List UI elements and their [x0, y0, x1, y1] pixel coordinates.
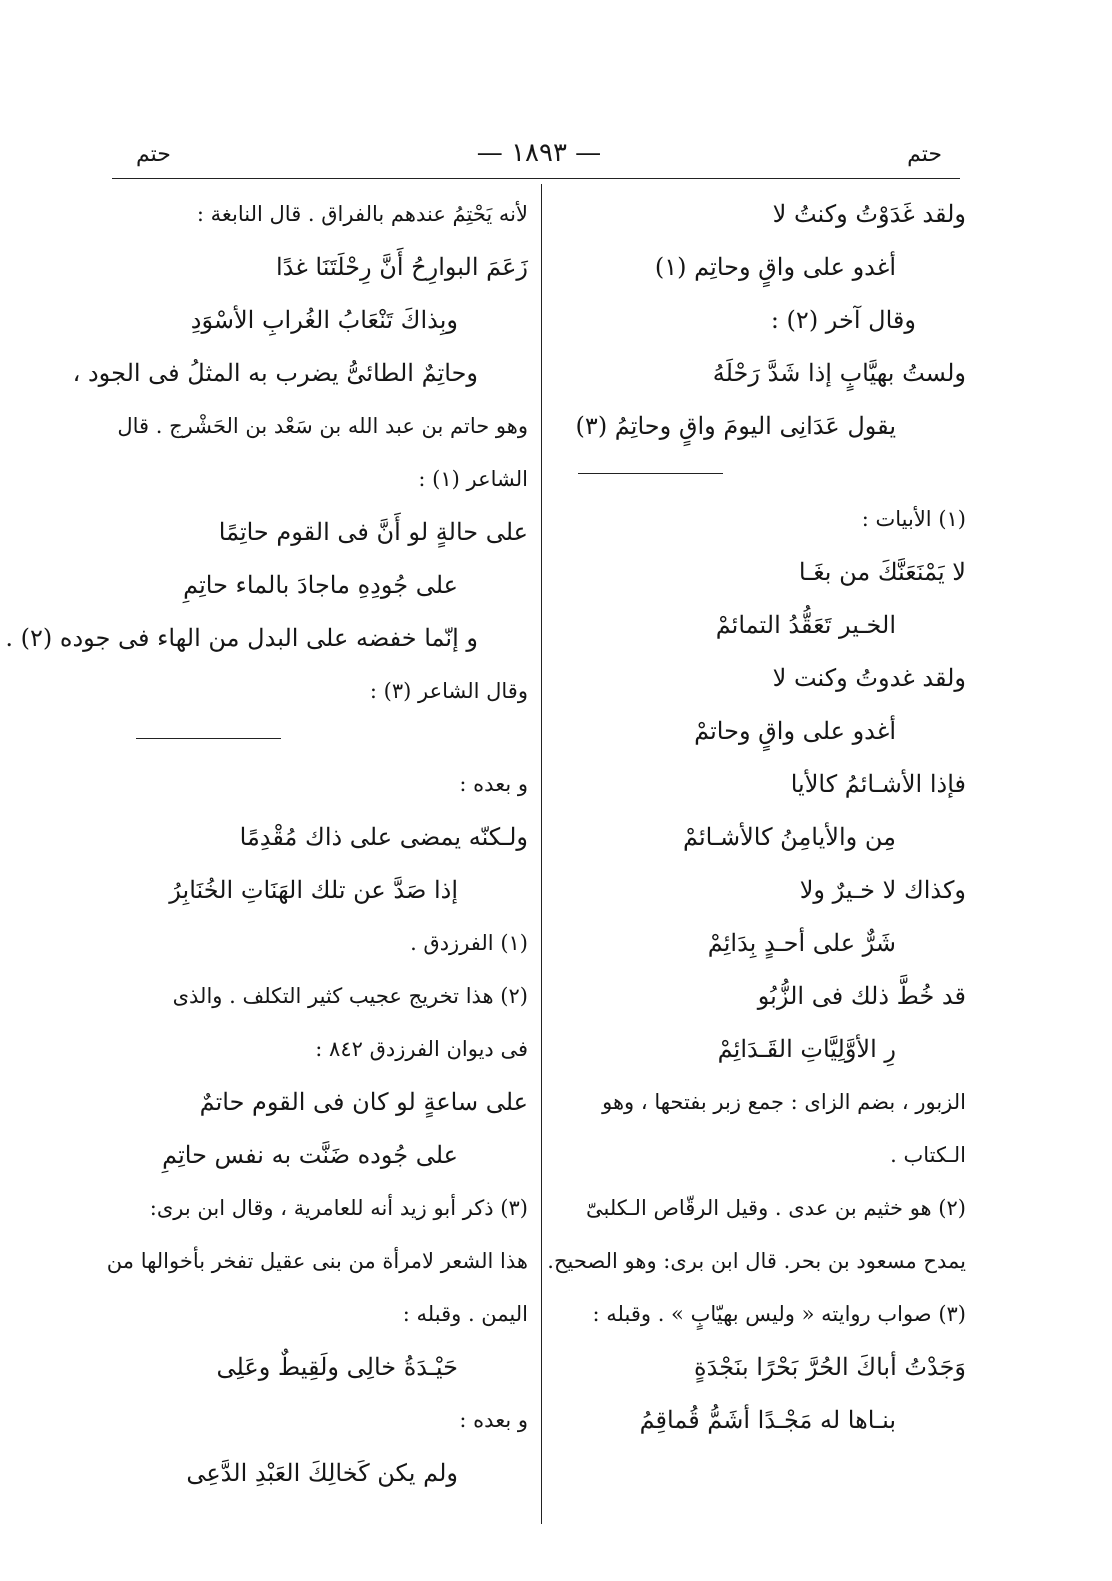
text-line: اليمن . وقبله :: [402, 1302, 528, 1326]
text-line: فإذا الأشـائمُ كالأيا: [790, 770, 966, 798]
text-line: بنـاها له مَجْـدًا أشَمُّ قُماقِمُ: [639, 1406, 896, 1434]
text-line: ولقد غَدَوْتُ وكنتُ لا: [772, 200, 966, 228]
text-line: فى ديوان الفرزدق ٨٤٢ :: [315, 1037, 528, 1061]
column-divider: [541, 184, 542, 1524]
text-line: هذا الشعر لامرأة من بنى عقيل تفخر بأخوالها من: [106, 1249, 528, 1273]
text-line: ولستُ بهيَّابٍ إذا شَدَّ رَحْلَهُ: [712, 359, 966, 387]
text-line: وحاتِمٌ الطائىُّ يضرب به المثلُ فى الجود ،: [72, 359, 478, 387]
text-line: ولقد غدوتُ وكنت لا: [772, 664, 966, 692]
text-line: الخـير تَعَقُّدُ التمائمْ: [715, 611, 896, 639]
right-column: [547, 188, 966, 1447]
text-line: و إنّما خفضه على البدل من الهاء فى جوده (٢) .: [5, 624, 478, 652]
text-line: على حالةٍ لو أَنَّ فى القوم حاتِمًا: [218, 518, 528, 546]
text-line: حَيْـدَةُ خالِى ولَقِيطٌ وعَلِى: [216, 1353, 458, 1381]
page-number: — ١٨٩٣ —: [476, 138, 602, 168]
footnote-rule: [553, 453, 966, 493]
header-rule: [112, 178, 960, 179]
text-line: (٢) هذا تخريج عجيب كثير التكلف . والذى: [172, 984, 528, 1008]
running-headword-left: حتم: [136, 142, 171, 167]
text-line: (٣) ذكر أبو زيد أنه للعامرية ، وقال ابن برى:: [149, 1196, 528, 1220]
text-line: و بعده :: [459, 772, 528, 796]
text-line: شَرٌّ على أحـدٍ بِدَائِمْ: [707, 929, 896, 957]
text-line: إذا صَدَّ عن تلك الهَنَاتِ الخُنَابِرُ: [169, 876, 458, 904]
text-line: على ساعةٍ لو كان فى القوم حاتمٌ: [199, 1088, 528, 1116]
text-line: وقال الشاعر (٣) :: [369, 679, 528, 703]
text-line: لا يَمْنَعَنَّكَ من بغَـا: [798, 558, 966, 586]
text-line: رِ الأوَّلِيَّاتِ القَـدَائِمْ: [717, 1035, 896, 1063]
text-line: يمدح مسعود بن بحر. قال ابن برى: وهو الصحيح.: [547, 1249, 966, 1273]
text-line: وَجَدْتُ أباكَ الحُرَّ بَحْرًا بنَجْدَةٍ: [694, 1353, 966, 1381]
text-line: (١) الأبيات :: [861, 507, 966, 531]
text-line: وبِذاكَ تَنْعَابُ الغُرابِ الأسْوَدِ: [190, 306, 458, 334]
text-line: أغدو على واقٍ وحاتِم (١): [654, 253, 896, 281]
text-line: الـكتاب .: [890, 1143, 966, 1167]
text-line: مِن والأيامِنُ كالأشـائمْ: [683, 823, 896, 851]
text-line: الشاعر (١) :: [418, 467, 528, 491]
text-line: وقال آخر (٢) :: [770, 306, 916, 334]
text-line: الزبور ، بضم الزاى : جمع زبر بفتحها ، وهو: [602, 1090, 966, 1114]
text-line: قد خُطَّ ذلك فى الزُّبُو: [757, 982, 966, 1010]
left-column: [5, 188, 528, 1500]
text-line: وكذاك لا خـيرٌ ولا: [799, 876, 966, 904]
text-line: ولـكنّه يمضى على ذاك مُقْدِمًا: [239, 823, 528, 851]
text-line: (٣) صواب روايته « وليس بهيّابٍ » . وقبله :: [592, 1302, 966, 1326]
text-line: ولم يكن كَخالِكَ العَبْدِ الدَّعِى: [186, 1459, 458, 1487]
text-line: وهو حاتم بن عبد الله بن سَعْد بن الحَشْرج . قال: [117, 414, 528, 438]
text-line: و بعده :: [459, 1408, 528, 1432]
footnote-rule: [118, 718, 528, 758]
text-line: لأنه يَحْتِمُ عندهم بالفراق . قال النابغة :: [196, 202, 528, 226]
text-line: (٢) هو خثيم بن عدى . وقيل الرقّاص الـكلبىّ: [586, 1196, 966, 1220]
text-line: (١) الفرزدق .: [410, 931, 528, 955]
text-line: يقول عَدَانِى اليومَ واقٍ وحاتِمُ (٣): [575, 412, 896, 440]
running-headword-right: حتم: [907, 142, 942, 167]
text-line: على جُودِهِ ماجادَ بالماء حاتِمِ: [183, 571, 458, 599]
text-line: على جُوده ضَنَّت به نفس حاتِمِ: [162, 1141, 458, 1169]
text-line: أغدو على واقٍ وحاتمْ: [694, 717, 896, 745]
text-line: زَعَمَ البوارِحُ أَنَّ رِحْلَتَنَا غدًا: [275, 253, 528, 281]
page-header: [118, 138, 960, 178]
